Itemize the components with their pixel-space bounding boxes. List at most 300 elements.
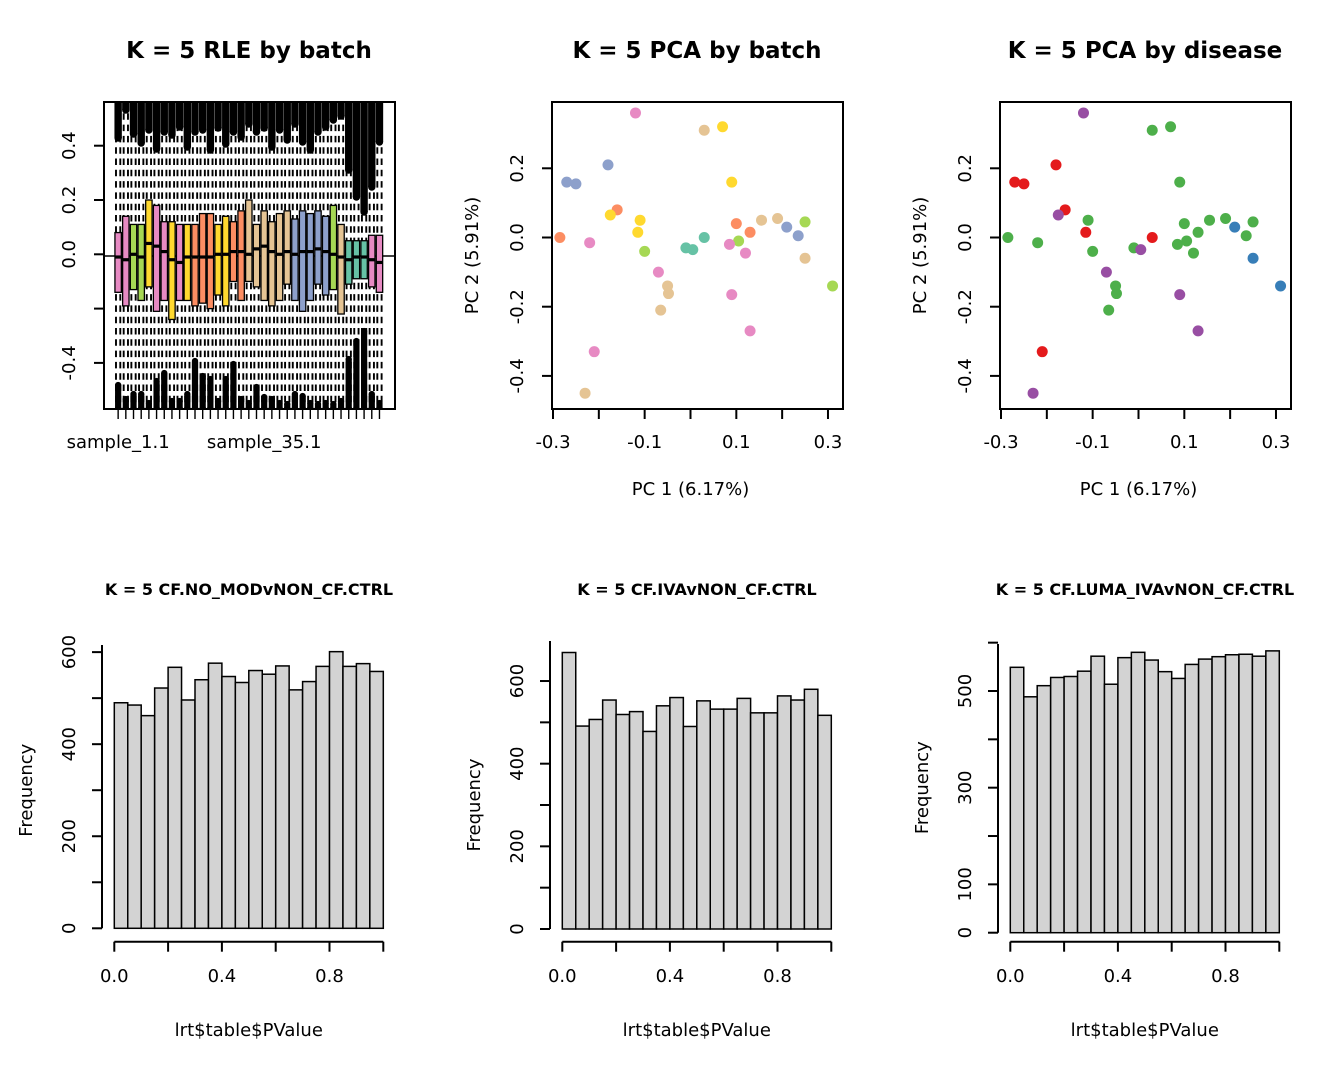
outlier-blob-bottom bbox=[153, 381, 159, 409]
scatter-point bbox=[827, 280, 838, 291]
hist-bar bbox=[562, 653, 575, 929]
x-tick-label: sample_1.1 bbox=[66, 432, 170, 453]
scatter-point bbox=[1103, 305, 1114, 316]
scatter-point bbox=[1083, 215, 1094, 226]
rle-box bbox=[138, 224, 144, 300]
hist-bar bbox=[1024, 697, 1037, 933]
outlier-blob-top-tip bbox=[230, 128, 237, 135]
x-axis-title: PC 1 (6.17%) bbox=[631, 479, 750, 500]
y-tick-label: 400 bbox=[59, 727, 80, 762]
outlier-blob-top-tip bbox=[222, 140, 229, 147]
scatter-point bbox=[561, 177, 572, 188]
outlier-blob-top-tip bbox=[337, 112, 344, 119]
panel-title: K = 5 CF.LUMA_IVAvNON_CF.CTRL bbox=[995, 580, 1295, 599]
outlier-blob-top-tip bbox=[291, 120, 298, 127]
outlier-blob-bottom-tip bbox=[323, 400, 329, 406]
hist-bar bbox=[1091, 656, 1104, 933]
scatter-point bbox=[1002, 232, 1013, 243]
scatter-point bbox=[800, 253, 811, 264]
outlier-blob-bottom-tip bbox=[115, 382, 121, 388]
outlier-blob-top-tip bbox=[145, 126, 152, 133]
y-axis-title: Frequency bbox=[912, 741, 933, 835]
x-tick-label: 0.0 bbox=[995, 966, 1025, 987]
outlier-blob-top bbox=[130, 102, 137, 134]
outlier-blob-top-tip bbox=[184, 143, 191, 150]
rle-box bbox=[192, 224, 198, 305]
hist-bar bbox=[1131, 652, 1144, 932]
outlier-blob-top-tip bbox=[360, 208, 367, 215]
rle-box bbox=[184, 224, 190, 300]
outlier-blob-top-tip bbox=[153, 145, 160, 152]
scatter-point bbox=[589, 346, 600, 357]
outlier-blob-bottom-tip bbox=[146, 400, 152, 406]
x-tick-label: 0.0 bbox=[99, 966, 129, 987]
hist-bar bbox=[343, 666, 356, 928]
outlier-blob-top bbox=[268, 102, 275, 147]
hist-bar bbox=[1199, 659, 1212, 933]
x-tick-label: sample_35.1 bbox=[206, 432, 322, 453]
outlier-blob-top bbox=[276, 102, 283, 130]
outlier-blob-top bbox=[299, 102, 306, 142]
hist-bar bbox=[168, 667, 181, 928]
x-tick-label: 0.3 bbox=[813, 432, 843, 453]
x-tick-label: -0.3 bbox=[983, 432, 1019, 453]
x-tick-label: 0.4 bbox=[207, 966, 237, 987]
y-tick-label: -0.4 bbox=[955, 358, 976, 394]
hist-bar bbox=[737, 698, 750, 929]
outlier-blob-top-tip bbox=[138, 139, 145, 146]
outlier-blob-bottom-tip bbox=[161, 370, 167, 376]
outlier-blob-bottom bbox=[361, 331, 367, 409]
outlier-blob-bottom-tip bbox=[284, 401, 290, 407]
scatter-point bbox=[1018, 178, 1029, 189]
panel-title: K = 5 CF.IVAvNON_CF.CTRL bbox=[577, 580, 817, 599]
rle-box bbox=[246, 200, 252, 281]
y-tick-label: 100 bbox=[955, 867, 976, 902]
outlier-blob-bottom-tip bbox=[330, 401, 336, 407]
hist-bar bbox=[356, 664, 369, 929]
panel-title: K = 5 CF.NO_MODvNON_CF.CTRL bbox=[104, 580, 394, 599]
y-tick-label: -0.4 bbox=[507, 358, 528, 394]
rle-box bbox=[299, 211, 305, 311]
outlier-blob-top-tip bbox=[207, 146, 214, 153]
y-tick-label: -0.4 bbox=[59, 345, 80, 381]
scatter-point bbox=[1032, 237, 1043, 248]
scatter-point bbox=[632, 227, 643, 238]
outlier-blob-top bbox=[145, 102, 152, 130]
outlier-blob-top bbox=[153, 102, 160, 149]
scatter-point bbox=[1174, 289, 1185, 300]
hist-bar bbox=[208, 663, 221, 928]
hist-bar bbox=[249, 671, 262, 929]
hist-bar bbox=[1185, 664, 1198, 932]
outlier-blob-top-tip bbox=[268, 143, 275, 150]
hist-bar bbox=[330, 652, 343, 929]
x-tick-label: 0.4 bbox=[1103, 966, 1133, 987]
outlier-blob-top-tip bbox=[122, 106, 129, 113]
hist-bar bbox=[576, 726, 589, 929]
hist-bar bbox=[1172, 678, 1185, 932]
scatter-point bbox=[726, 289, 737, 300]
scatter-point bbox=[1053, 210, 1064, 221]
panel-title: K = 5 PCA by batch bbox=[572, 38, 822, 64]
hist-bar bbox=[303, 682, 316, 929]
panel-title: K = 5 RLE by batch bbox=[126, 38, 372, 64]
outlier-blob-bottom-tip bbox=[261, 394, 267, 400]
scatter-point bbox=[740, 248, 751, 259]
outlier-blob-bottom-tip bbox=[200, 373, 206, 379]
outlier-blob-bottom-tip bbox=[292, 391, 298, 397]
plot-frame bbox=[1000, 102, 1291, 409]
hist-bar bbox=[222, 677, 235, 929]
scatter-point bbox=[1037, 346, 1048, 357]
x-axis-title: lrt$table$PValue bbox=[1070, 1020, 1219, 1041]
x-tick-label: 0.4 bbox=[655, 966, 685, 987]
hist-bar bbox=[1239, 654, 1252, 932]
y-tick-label: 200 bbox=[59, 819, 80, 854]
hist-bar bbox=[656, 706, 669, 929]
hist-bar bbox=[778, 696, 791, 929]
scatter-point bbox=[1193, 227, 1204, 238]
rle-box bbox=[322, 216, 328, 295]
x-tick-label: 0.8 bbox=[315, 966, 344, 987]
panel-title: K = 5 PCA by disease bbox=[1007, 38, 1283, 64]
outlier-blob-top bbox=[114, 102, 121, 138]
outlier-blob-top-tip bbox=[330, 116, 337, 123]
rle-box bbox=[361, 241, 367, 279]
y-axis-title: Frequency bbox=[16, 743, 37, 837]
y-tick-label: 0.0 bbox=[507, 223, 528, 252]
scatter-point bbox=[653, 267, 664, 278]
outlier-blob-top bbox=[284, 102, 291, 140]
hist-bar bbox=[1064, 676, 1077, 932]
hist-bar bbox=[751, 713, 764, 929]
hist-bar bbox=[262, 674, 275, 928]
hist-bar bbox=[155, 688, 168, 928]
outlier-blob-bottom-tip bbox=[369, 391, 375, 397]
y-tick-label: 0.2 bbox=[59, 185, 80, 215]
scatter-point bbox=[1229, 222, 1240, 233]
rle-box bbox=[161, 222, 167, 301]
hist-bar bbox=[818, 715, 831, 929]
rle-boxplot bbox=[0, 0, 448, 545]
scatter-point bbox=[772, 213, 783, 224]
outlier-blob-top bbox=[207, 102, 214, 150]
outlier-blob-top-tip bbox=[245, 120, 252, 127]
rle-box bbox=[169, 222, 175, 320]
rle-box bbox=[269, 222, 275, 306]
x-tick-label: -0.1 bbox=[1075, 432, 1111, 453]
scatter-point bbox=[1147, 125, 1158, 136]
y-axis-title: PC 2 (5.91%) bbox=[462, 196, 483, 315]
hist-bar bbox=[1118, 658, 1131, 933]
outlier-blob-top-tip bbox=[168, 131, 175, 138]
hist-bar bbox=[1078, 671, 1091, 933]
hist-bar bbox=[670, 698, 683, 929]
outlier-blob-top-tip bbox=[345, 166, 352, 173]
y-tick-label: 500 bbox=[955, 673, 976, 709]
hist-bar bbox=[1145, 660, 1158, 933]
outlier-blob-top bbox=[191, 102, 198, 132]
hist-bar bbox=[1212, 657, 1225, 933]
rle-box bbox=[292, 219, 298, 300]
scatter-point bbox=[793, 230, 804, 241]
outlier-blob-top bbox=[360, 102, 367, 212]
hist-bar bbox=[603, 700, 616, 929]
outlier-blob-top bbox=[176, 102, 183, 127]
x-tick-label: 0.8 bbox=[763, 966, 792, 987]
hist-bar bbox=[195, 680, 208, 929]
outlier-blob-bottom bbox=[346, 359, 352, 409]
outlier-blob-bottom-tip bbox=[123, 396, 129, 402]
hist-bar bbox=[1266, 651, 1279, 933]
scatter-point bbox=[1188, 248, 1199, 259]
rle-box bbox=[261, 211, 267, 301]
rle-box bbox=[353, 241, 359, 279]
outlier-blob-bottom-tip bbox=[253, 384, 259, 390]
scatter-point bbox=[630, 107, 641, 118]
scatter-point bbox=[1078, 107, 1089, 118]
outlier-blob-top-tip bbox=[314, 128, 321, 135]
outlier-blob-top-tip bbox=[276, 126, 283, 133]
pvalue-histogram-iva bbox=[448, 545, 896, 1075]
scatter-point bbox=[1172, 239, 1183, 250]
y-tick-label: 400 bbox=[507, 746, 528, 781]
y-axis-title: PC 2 (5.91%) bbox=[910, 196, 931, 315]
outlier-blob-bottom-tip bbox=[276, 400, 282, 406]
scatter-point bbox=[745, 325, 756, 336]
outlier-blob-bottom-tip bbox=[338, 398, 344, 404]
scatter-point bbox=[1204, 215, 1215, 226]
plot-frame bbox=[552, 102, 843, 409]
scatter-point bbox=[781, 222, 792, 233]
outlier-blob-top bbox=[322, 102, 329, 127]
outlier-blob-top-tip bbox=[130, 130, 137, 137]
hist-bar bbox=[1252, 656, 1265, 933]
scatter-point bbox=[699, 125, 710, 136]
y-tick-label: 0 bbox=[59, 922, 80, 935]
outlier-blob-top bbox=[260, 102, 267, 128]
scatter-point bbox=[1193, 325, 1204, 336]
scatter-point bbox=[717, 121, 728, 132]
scatter-point bbox=[726, 177, 737, 188]
outlier-blob-bottom-tip bbox=[184, 391, 190, 397]
outlier-blob-top bbox=[230, 102, 237, 132]
scatter-point bbox=[1101, 267, 1112, 278]
scatter-point bbox=[605, 210, 616, 221]
outlier-blob-top bbox=[222, 102, 229, 144]
y-tick-label: 0 bbox=[507, 923, 528, 935]
scatter-point bbox=[639, 246, 650, 257]
outlier-blob-bottom-tip bbox=[246, 400, 252, 406]
scatter-point bbox=[731, 218, 742, 229]
y-tick-label: 600 bbox=[507, 663, 528, 699]
y-tick-label: 0 bbox=[955, 926, 976, 939]
outlier-blob-bottom-tip bbox=[192, 358, 198, 364]
outlier-blob-bottom-tip bbox=[223, 376, 229, 382]
panel-hist-no-mod bbox=[0, 545, 448, 1075]
outlier-blob-bottom bbox=[223, 379, 229, 409]
x-tick-label: -0.1 bbox=[627, 432, 663, 453]
x-tick-label: 0.8 bbox=[1211, 966, 1240, 987]
scatter-point bbox=[1147, 232, 1158, 243]
hist-bar bbox=[1010, 667, 1023, 932]
hist-bar bbox=[370, 671, 383, 928]
rle-box bbox=[115, 233, 121, 293]
outlier-blob-top bbox=[368, 102, 375, 187]
outlier-blob-bottom-tip bbox=[353, 338, 359, 344]
outlier-blob-bottom-tip bbox=[215, 398, 221, 404]
outlier-blob-top bbox=[307, 102, 314, 150]
outlier-blob-top-tip bbox=[253, 128, 260, 135]
scatter-point bbox=[602, 159, 613, 170]
hist-bar bbox=[1051, 677, 1064, 932]
x-axis-title: lrt$table$PValue bbox=[622, 1020, 771, 1041]
outlier-blob-top-tip bbox=[260, 124, 267, 131]
x-axis-title: PC 1 (6.17%) bbox=[1079, 479, 1198, 500]
outlier-blob-bottom-tip bbox=[130, 391, 136, 397]
outlier-blob-top-tip bbox=[368, 183, 375, 190]
rle-box bbox=[153, 205, 159, 311]
panel-rle-by-batch bbox=[0, 0, 448, 545]
outlier-blob-bottom bbox=[115, 385, 121, 409]
rle-box bbox=[284, 211, 290, 284]
rle-box bbox=[276, 214, 282, 301]
outlier-blob-bottom-tip bbox=[269, 396, 275, 402]
hist-bar bbox=[791, 700, 804, 929]
scatter-point bbox=[1220, 213, 1231, 224]
scatter-point bbox=[1248, 216, 1259, 227]
rle-box bbox=[307, 214, 313, 301]
rle-box bbox=[338, 224, 344, 314]
outlier-blob-bottom bbox=[253, 387, 259, 409]
scatter-point bbox=[570, 178, 581, 189]
outlier-blob-bottom-tip bbox=[346, 356, 352, 362]
outlier-blob-bottom-tip bbox=[169, 398, 175, 404]
outlier-blob-bottom-tip bbox=[376, 400, 382, 406]
outlier-blob-top-tip bbox=[376, 138, 383, 145]
outlier-blob-top-tip bbox=[284, 136, 291, 143]
hist-bar bbox=[643, 731, 656, 929]
y-tick-label: -0.2 bbox=[955, 289, 976, 325]
y-tick-label: 300 bbox=[955, 770, 976, 805]
y-tick-label: 200 bbox=[507, 829, 528, 864]
scatter-point bbox=[554, 232, 565, 243]
pvalue-histogram-luma-iva bbox=[896, 545, 1344, 1075]
outlier-blob-top-tip bbox=[161, 128, 168, 135]
outlier-blob-bottom bbox=[230, 364, 236, 409]
rle-box bbox=[346, 241, 352, 284]
hist-bar bbox=[764, 713, 777, 929]
scatter-point bbox=[1080, 227, 1091, 238]
outlier-blob-bottom-tip bbox=[238, 396, 244, 402]
outlier-blob-top bbox=[168, 102, 175, 135]
hist-bar bbox=[182, 700, 195, 928]
rle-box bbox=[253, 224, 259, 286]
rle-plot-area bbox=[104, 102, 395, 409]
x-axis-title: lrt$table$PValue bbox=[174, 1020, 323, 1041]
hist-bar bbox=[724, 709, 737, 929]
outlier-blob-top bbox=[184, 102, 191, 147]
hist-bar bbox=[589, 719, 602, 929]
scatter-point bbox=[663, 288, 674, 299]
y-tick-label: 0.4 bbox=[59, 131, 80, 161]
outlier-blob-top-tip bbox=[191, 128, 198, 135]
outlier-blob-top bbox=[237, 102, 244, 137]
hist-bar bbox=[114, 703, 127, 929]
scatter-point bbox=[1165, 121, 1176, 132]
scatter-point bbox=[1275, 280, 1286, 291]
x-tick-label: 0.1 bbox=[1169, 432, 1199, 453]
hist-bar bbox=[616, 714, 629, 929]
outlier-blob-top-tip bbox=[237, 133, 244, 140]
outlier-blob-top bbox=[253, 102, 260, 132]
outlier-blob-bottom bbox=[353, 341, 359, 409]
outlier-blob-top bbox=[138, 102, 145, 143]
hist-bar bbox=[235, 682, 248, 928]
outlier-blob-top-tip bbox=[199, 126, 206, 133]
rle-box bbox=[330, 205, 336, 289]
outlier-blob-bottom bbox=[161, 373, 167, 409]
scatter-point bbox=[655, 305, 666, 316]
outlier-blob-top bbox=[214, 102, 221, 128]
x-tick-label: -0.3 bbox=[535, 432, 571, 453]
scatter-point bbox=[756, 215, 767, 226]
panel-pca-by-batch bbox=[448, 0, 896, 545]
hist-bar bbox=[141, 716, 154, 929]
rle-box bbox=[238, 211, 244, 301]
panel-hist-luma-iva bbox=[896, 545, 1344, 1075]
hist-bar bbox=[710, 709, 723, 929]
outlier-blob-top-tip bbox=[114, 134, 121, 141]
outlier-blob-bottom bbox=[200, 376, 206, 409]
hist-bar bbox=[316, 666, 329, 928]
panel-hist-iva bbox=[448, 545, 896, 1075]
hist-bar bbox=[128, 705, 141, 928]
outlier-blob-top bbox=[345, 102, 352, 170]
hist-bar bbox=[1226, 655, 1239, 933]
scatter-point bbox=[1135, 244, 1146, 255]
y-tick-label: 0.0 bbox=[955, 223, 976, 252]
hist-bar bbox=[1037, 686, 1050, 933]
pca-disease-scatter bbox=[896, 0, 1344, 545]
hist-bar bbox=[630, 712, 643, 929]
y-tick-label: -0.2 bbox=[507, 289, 528, 325]
y-axis-title: Frequency bbox=[464, 758, 485, 852]
hist-bar bbox=[289, 690, 302, 928]
x-tick-label: 0.0 bbox=[547, 966, 577, 987]
outlier-blob-top bbox=[199, 102, 206, 130]
outlier-blob-bottom-tip bbox=[177, 398, 183, 404]
outlier-blob-top bbox=[314, 102, 321, 132]
scatter-point bbox=[580, 388, 591, 399]
outlier-blob-top-tip bbox=[353, 193, 360, 200]
outlier-blob-top-tip bbox=[176, 123, 183, 130]
hist-bar bbox=[697, 701, 710, 929]
scatter-point bbox=[1028, 388, 1039, 399]
outlier-blob-top-tip bbox=[322, 123, 329, 130]
scatter-point bbox=[1174, 177, 1185, 188]
outlier-blob-bottom-tip bbox=[153, 378, 159, 384]
scatter-point bbox=[724, 239, 735, 250]
scatter-point bbox=[687, 244, 698, 255]
rle-box bbox=[215, 224, 221, 295]
rle-box bbox=[130, 224, 136, 289]
scatter-point bbox=[1241, 230, 1252, 241]
scatter-point bbox=[1111, 288, 1122, 299]
scatter-point bbox=[584, 237, 595, 248]
outlier-blob-top-tip bbox=[307, 146, 314, 153]
